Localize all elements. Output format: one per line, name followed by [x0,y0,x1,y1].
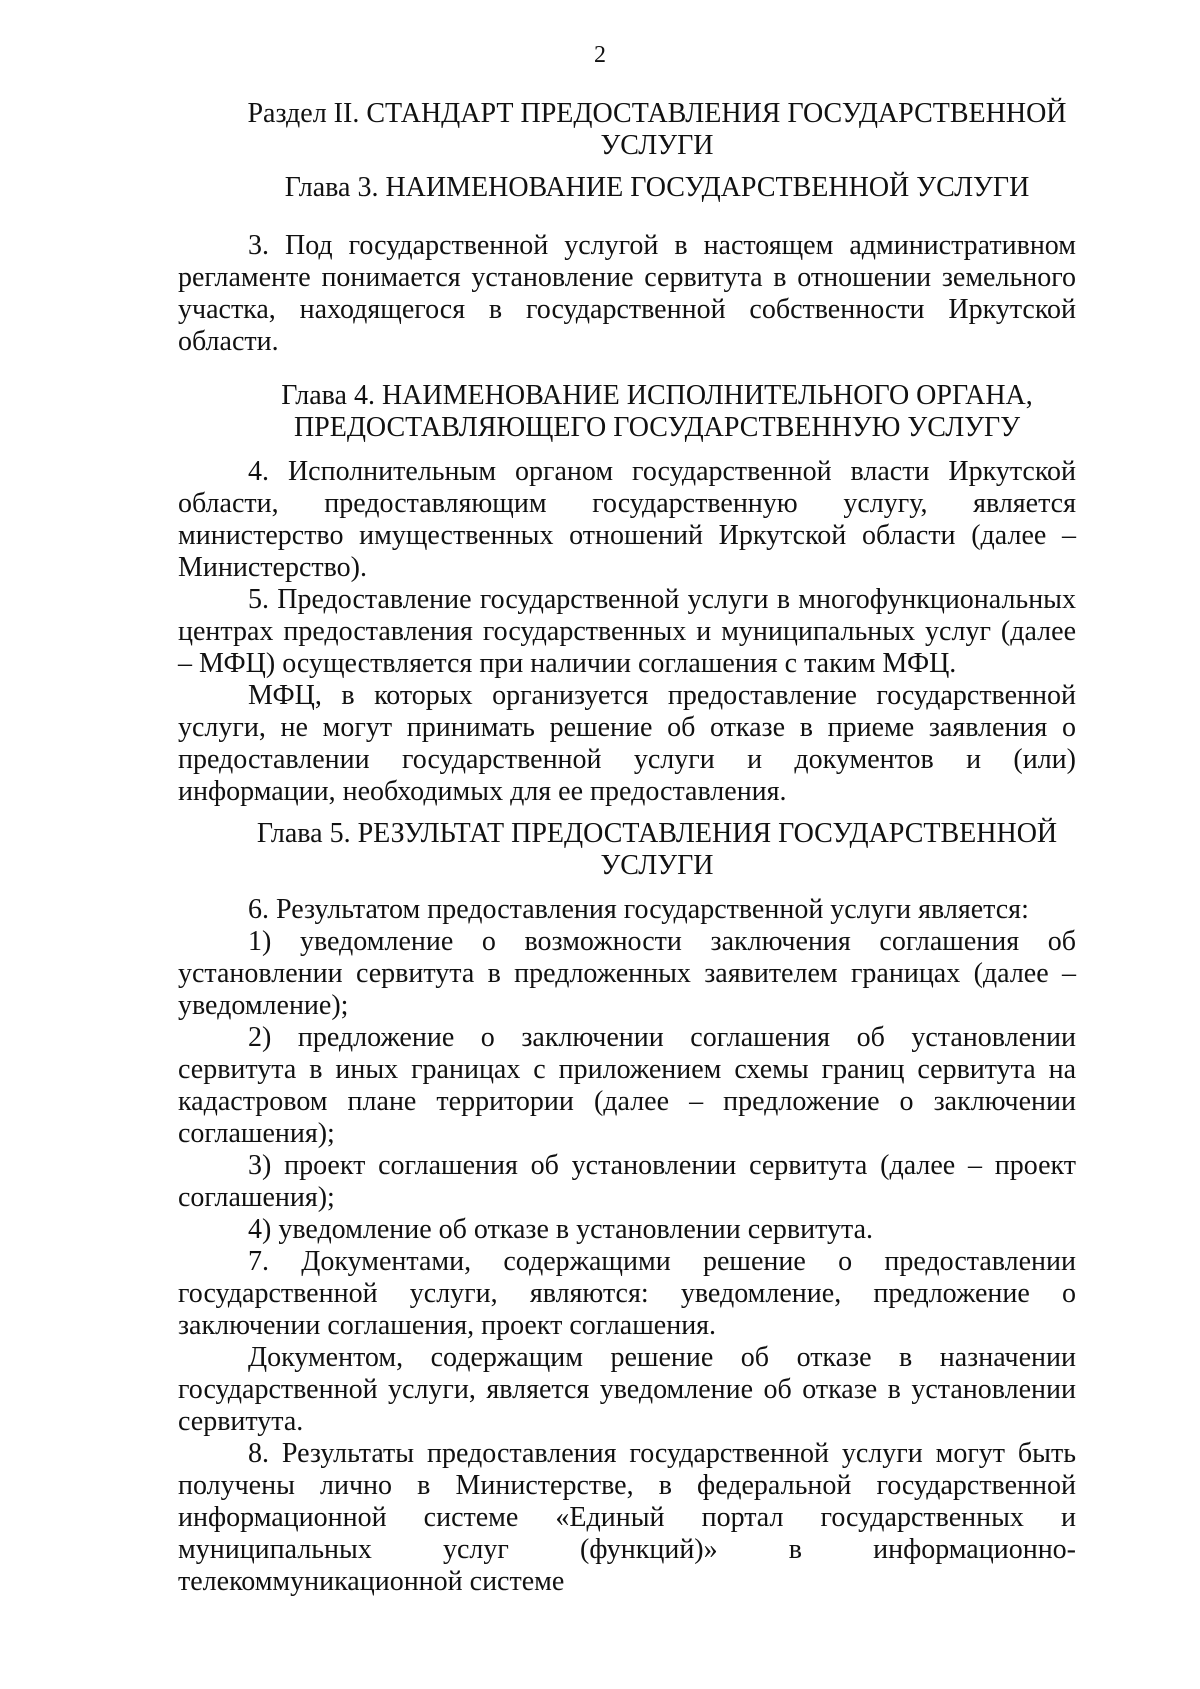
paragraph-8: 8. Результаты предоставления государственной услуги могут быть получены лично в Министерстве, в федеральной государственной информационной системе «Единый портал государственных и муниципальных услуг (функций)» в информационно-телекоммуникационной системе [178,1438,1076,1597]
paragraph-6: 6. Результатом предоставления государственной услуги является: [248,894,1029,925]
paragraph-4: 4. Исполнительным органом государственной власти Иркутской области, предоставляющим государственную услугу, является министерство имущественных отношений Иркутской области (далее – Министерство). [178,456,1076,583]
document-body [178,98,1076,1598]
paragraph-7: 7. Документами, содержащими решение о предоставлении государственной услуги, являются: уведомление, предложение о заключении соглашения, проект соглашения. [178,1246,1076,1341]
paragraph-6-item-2: 2) предложение о заключении соглашения об установлении сервитута в иных границах с приложением схемы границ сервитута на кадастровом плане территории (далее – предложение о заключении соглашения); [178,1022,1076,1149]
paragraph-6-item-4: 4) уведомление об отказе в установлении сервитута. [248,1214,873,1245]
section-title: Раздел II. СТАНДАРТ ПРЕДОСТАВЛЕНИЯ ГОСУДАРСТВЕННОЙ УСЛУГИ [247,98,1067,161]
paragraph-3: 3. Под государственной услугой в настоящем административном регламенте понимается установление сервитута в отношении земельного участка, находящегося в государственной собственности Иркутской области. [178,230,1076,357]
paragraph-5: 5. Предоставление государственной услуги в многофункциональных центрах предоставления государственных и муниципальных услуг (далее – МФЦ) осуществляется при наличии соглашения с таким МФЦ. [178,584,1076,679]
chapter-4-title: Глава 4. НАИМЕНОВАНИЕ ИСПОЛНИТЕЛЬНОГО ОРГАНА, ПРЕДОСТАВЛЯЮЩЕГО ГОСУДАРСТВЕННУЮ УСЛУГУ [281,380,1033,443]
paragraph-6-item-3: 3) проект соглашения об установлении сервитута (далее – проект соглашения); [178,1150,1076,1213]
paragraph-7-refusal: Документом, содержащим решение об отказе в назначении государственной услуги, является уведомление об отказе в установлении сервитута. [178,1342,1076,1437]
paragraph-5-mfc: МФЦ, в которых организуется предоставление государственной услуги, не могут принимать решение об отказе в приеме заявления о предоставлении государственной услуги и документов и (или) информации, необходимых для ее предоставления. [178,680,1076,807]
page-number: 2 [594,42,606,68]
paragraph-6-item-1: 1) уведомление о возможности заключения соглашения об установлении сервитута в предложенных заявителем границах (далее – уведомление); [178,926,1076,1021]
chapter-3-title: Глава 3. НАИМЕНОВАНИЕ ГОСУДАРСТВЕННОЙ УСЛУГИ [284,172,1030,203]
chapter-5-title: Глава 5. РЕЗУЛЬТАТ ПРЕДОСТАВЛЕНИЯ ГОСУДАРСТВЕННОЙ УСЛУГИ [256,818,1058,881]
